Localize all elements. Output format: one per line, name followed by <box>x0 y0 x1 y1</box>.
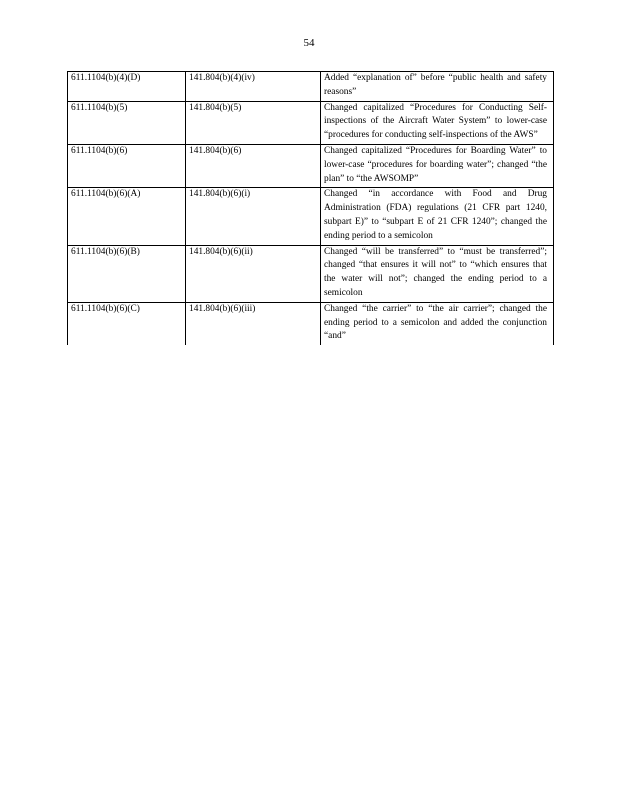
table-row <box>68 188 554 245</box>
change-description-cell: Changed capitalized “Procedures for Boarding Water” to lower-case “procedures for boarding water”; changed “the plan” to “the AWSOMP” <box>321 144 554 187</box>
table-row <box>68 144 554 187</box>
new-section-cell: 141.804(b)(6) <box>186 144 321 187</box>
old-section-cell: 611.1104(b)(6)(B) <box>68 245 186 302</box>
table-row <box>68 245 554 302</box>
new-section-cell: 141.804(b)(4)(iv) <box>186 72 321 102</box>
old-section-cell: 611.1104(b)(5) <box>68 101 186 144</box>
new-section-cell: 141.804(b)(5) <box>186 101 321 144</box>
old-section-cell: 611.1104(b)(4)(D) <box>68 72 186 102</box>
change-description-cell: Changed “will be transferred” to “must be transferred”; changed “that ensures it will not” to “which ensures that the water will not”; changed the ending period to a semicolon <box>321 245 554 302</box>
table-row <box>68 302 554 345</box>
new-section-cell: 141.804(b)(6)(iii) <box>186 302 321 345</box>
old-section-cell: 611.1104(b)(6) <box>68 144 186 187</box>
old-section-cell: 611.1104(b)(6)(C) <box>68 302 186 345</box>
table-row <box>68 72 554 102</box>
change-description-cell: Changed “in accordance with Food and Drug Administration (FDA) regulations (21 CFR part 1240, subpart E)” to “subpart E of 21 CFR 1240”; changed the ending period to a semicolon <box>321 188 554 245</box>
new-section-cell: 141.804(b)(6)(i) <box>186 188 321 245</box>
new-section-cell: 141.804(b)(6)(ii) <box>186 245 321 302</box>
change-description-cell: Added “explanation of” before “public health and safety reasons” <box>321 72 554 102</box>
change-description-cell: Changed capitalized “Procedures for Conducting Self-inspections of the Aircraft Water System” to lower-case “procedures for conducting self-inspections of the AWS” <box>321 101 554 144</box>
old-section-cell: 611.1104(b)(6)(A) <box>68 188 186 245</box>
change-table <box>67 71 554 345</box>
page-number: 54 <box>303 37 315 49</box>
change-description-cell: Changed “the carrier” to “the air carrier”; changed the ending period to a semicolon and added the conjunction “and” <box>321 302 554 345</box>
table-row <box>68 101 554 144</box>
